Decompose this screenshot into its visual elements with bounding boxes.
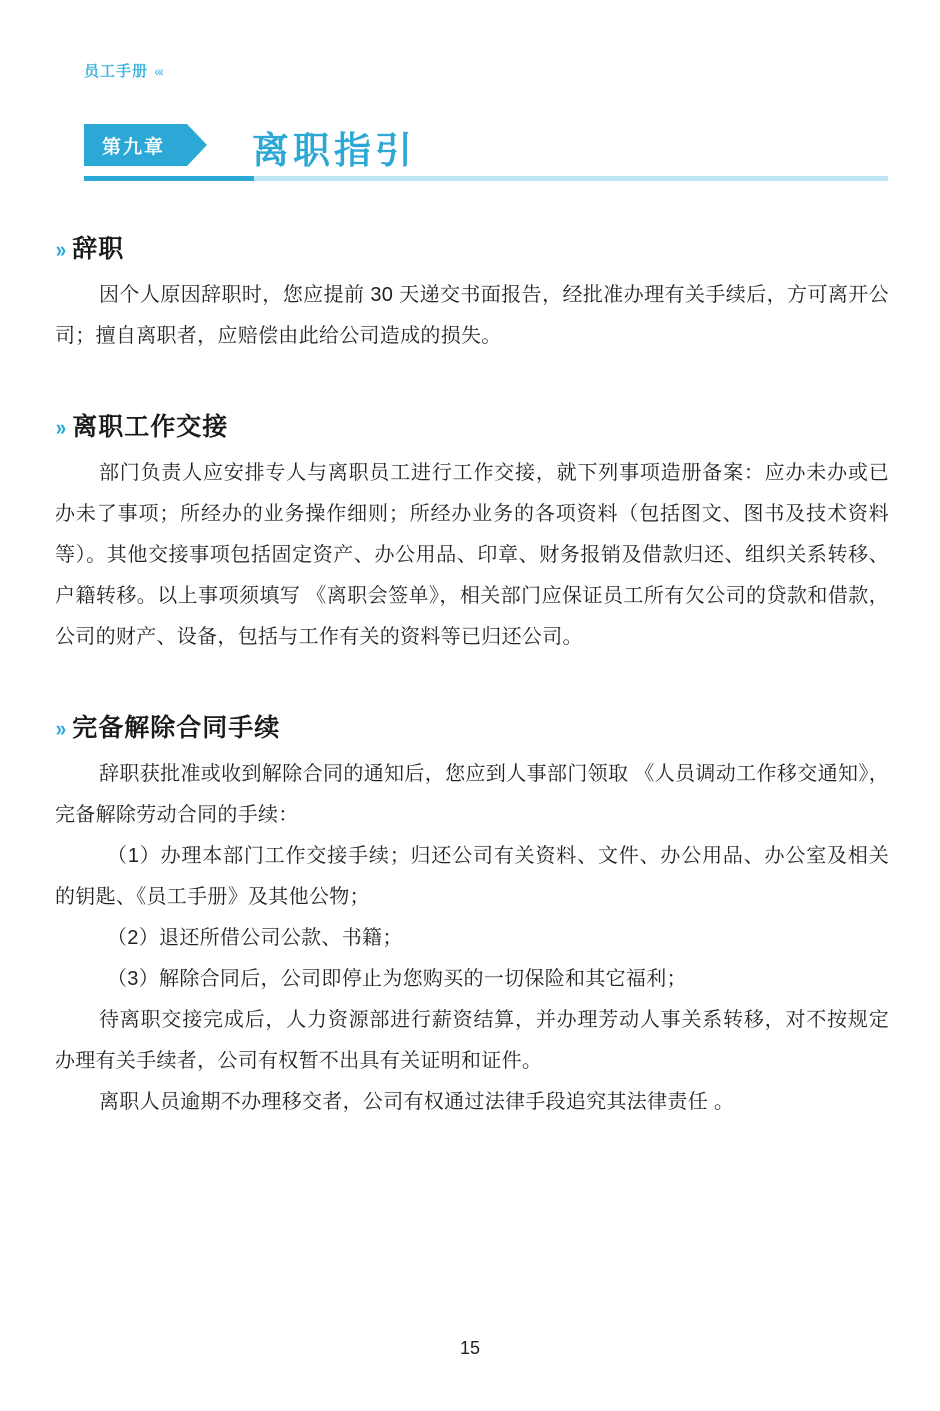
spacer xyxy=(55,662,889,684)
section-resignation xyxy=(55,229,889,357)
spacer xyxy=(55,361,889,383)
running-header-label: 员工手册 xyxy=(84,63,149,80)
section-contract-termination xyxy=(55,708,889,1123)
paragraph: 部门负责人应安排专人与离职员工进行工作交接，就下列事项造册备案：应办未办或已办未了事项；所经办的业务操作细则；所经办业务的各项资料（包括图文、图书及技术资料等）。其他交接事项包括固定资产、办公用品、印章、财务报销及借款归还、组织关系转移、户籍转移。以上事项须填写 《离职会签单》，相关部门应保证员工所有欠公司的贷款和借款，公司的财产、设备，包括与工作有关的资料等已归还公司。 xyxy=(55,462,889,648)
chapter-heading-band xyxy=(84,124,888,182)
section-handover xyxy=(55,407,889,658)
paragraph-list-item: （3）解除合同后，公司即停止为您购买的一切保险和其它福利； xyxy=(107,968,687,990)
section-heading xyxy=(55,708,889,744)
paragraph-list-item: （1）办理本部门工作交接手续；归还公司有关资料、文件、办公用品、办公室及相关的钥匙、《员工手册》及其他公物； xyxy=(55,845,889,908)
section-heading xyxy=(55,229,889,265)
chapter-number-tag: 第九章 xyxy=(84,124,187,166)
double-chevron-icon: » xyxy=(55,716,64,741)
chapter-rule-accent xyxy=(84,176,254,181)
paragraph: 因个人原因辞职时，您应提前 30 天递交书面报告，经批准办理有关手续后，方可离开公司；擅自离职者，应赔偿由此给公司造成的损失。 xyxy=(55,284,889,347)
chevron-left-icon: «‹ xyxy=(154,62,163,79)
section-title: 完备解除合同手续 xyxy=(72,714,281,742)
double-chevron-icon: » xyxy=(55,415,64,440)
paragraph: 离职人员逾期不办理移交者，公司有权通过法律手段追究其法律责任 。 xyxy=(99,1091,735,1113)
section-title: 离职工作交接 xyxy=(72,413,229,441)
double-chevron-icon: » xyxy=(55,237,64,262)
section-title: 辞职 xyxy=(72,235,125,263)
paragraph: 待离职交接完成后，人力资源部进行薪资结算，并办理芳动人事关系转移，对不按规定办理有关手续者，公司有权暂不出具有关证明和证件。 xyxy=(55,1009,889,1072)
page-number: 15 xyxy=(459,1338,481,1358)
running-header xyxy=(84,60,162,81)
chapter-title: 离职指引 xyxy=(252,130,416,171)
section-heading xyxy=(55,407,889,443)
paragraph-list-item: （2）退还所借公司公款、书籍； xyxy=(107,927,403,949)
document-body xyxy=(55,205,889,1127)
paragraph: 辞职获批准或收到解除合同的通知后，您应到人事部门领取 《人员调动工作移交通知》，完备解除劳动合同的手续： xyxy=(55,763,889,826)
